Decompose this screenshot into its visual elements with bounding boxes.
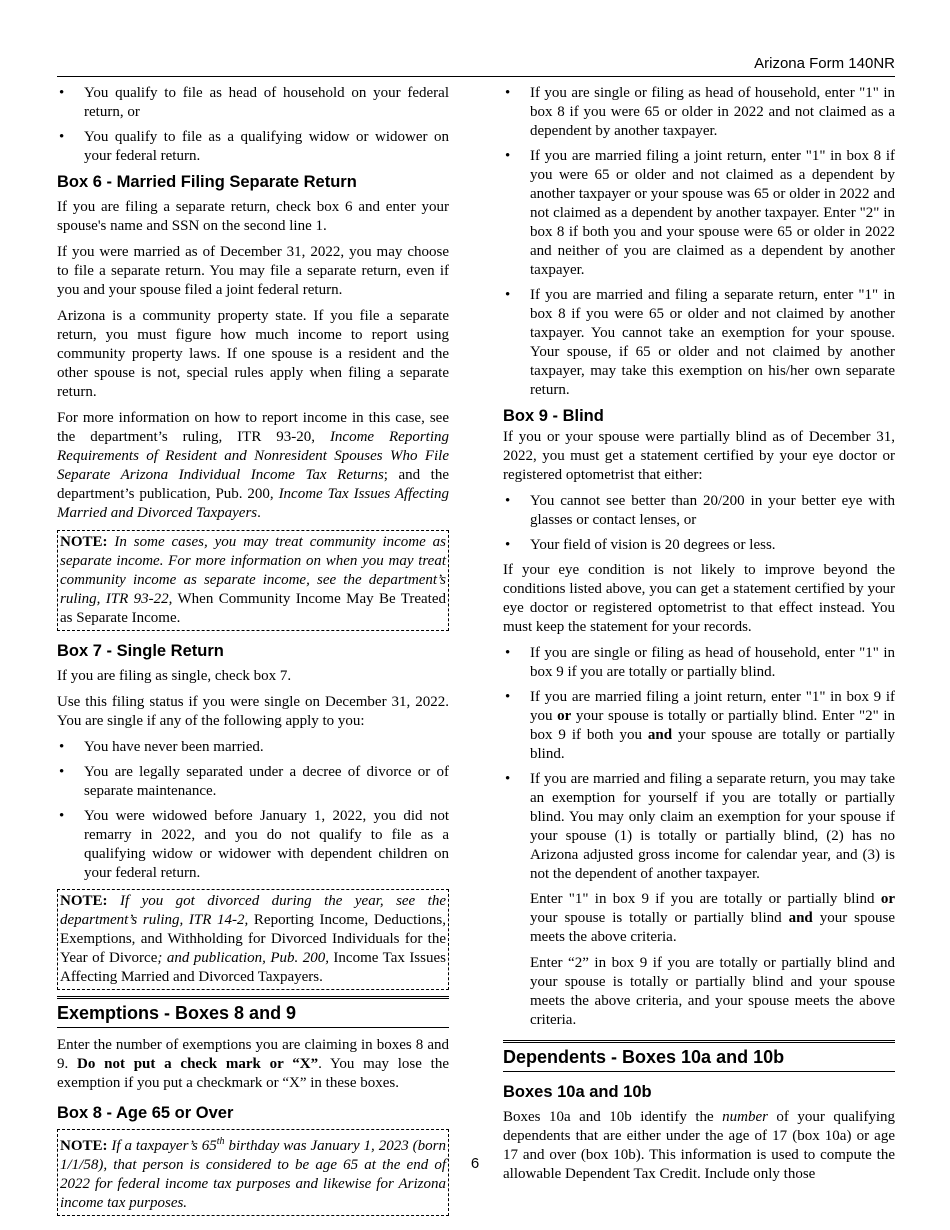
list-item: • If you are single or filing as head of household, enter "1" in box 9 if you are totally or partially blind.: [503, 644, 895, 682]
paragraph: Arizona is a community property state. If you file a separate return, you must figure how much income to report using community property laws. If one spouse is a resident and the other spouse is not, special rules apply when filing a separate return.: [57, 308, 449, 400]
form-title: Arizona Form 140NR: [754, 55, 895, 72]
dependents-section-heading: Dependents - Boxes 10a and 10b: [503, 1040, 895, 1072]
box6-heading: Box 6 - Married Filing Separate Return: [57, 173, 357, 191]
page-number: 6: [470, 1155, 480, 1172]
paragraph: Enter “2” in box 9 if you are totally or partially blind and your spouse is totally or partially blind and your spouse meets the above criteria, and your spouse meets the above criteria.: [530, 955, 895, 1028]
single-criteria-list: [57, 738, 449, 883]
list-item: • If you are married and filing a separate return, you may take an exemption for yourself if you are totally or partially blind. You may only claim an exemption for your spouse if your spouse (1) is totally or partially blind, (2) has no Arizona adjusted gross income for calendar year, and (3) is not the dependent of another taxpayer.: [503, 770, 895, 884]
paragraph: Enter the number of exemptions you are claiming in boxes 8 and 9. Do not put a check mark or “X”. You may lose the exemption if you put a checkmark or “X” in these boxes.: [57, 1037, 449, 1091]
paragraph: If you are filing a separate return, check box 6 and enter your spouse's name and SSN on the second line 1.: [57, 199, 449, 234]
list-item: • You qualify to file as head of household on your federal return, or: [57, 84, 449, 122]
list-item: • If you are married filing a joint return, enter "1" in box 9 if you or your spouse is totally or partially blind. Enter "2" in box 9 if both you and your spouse are totally or partially blind.: [503, 688, 895, 764]
box9-bullet-list: [503, 644, 895, 884]
paragraph: If you were married as of December 31, 2022, you may choose to file a separate return. You may file a separate return, even if you and your spouse filed a joint federal return.: [57, 244, 449, 298]
list-item: • You qualify to file as a qualifying widow or widower on your federal return.: [57, 128, 449, 166]
list-item: • If you are single or filing as head of household, enter "1" in box 8 if you were 65 or older in 2022 and not claimed as a dependent by another taxpayer.: [503, 84, 895, 141]
list-item: • You were widowed before January 1, 2022, you did not remarry in 2022, and you do not qualify to file as a qualifying widow or widower with dependent children on your federal return.: [57, 807, 449, 883]
paragraph: If you or your spouse were partially blind as of December 31, 2022, you must get a statement certified by your eye doctor or registered optometrist that either:: [503, 429, 895, 483]
paragraph: Boxes 10a and 10b identify the number of your qualifying dependents that are either under the age of 17 (box 10a) or age 17 and over (box 10b). This information is used to compute the allowable Dependent Tax Credit. Include only those: [503, 1109, 895, 1182]
paragraph: Enter "1" in box 9 if you are totally or partially blind or your spouse is totally or partially blind and your spouse meets the above criteria.: [530, 891, 895, 945]
right-column: [503, 84, 895, 1191]
note-box: NOTE: If you got divorced during the year, see the department’s ruling, ITR 14-2, Reporting Income, Deductions, Exemptions, and Withholding for Divorced Individuals for the Year of Divorce; and publication, Pub. 200, Income Tax Issues Affecting Married and Divorced Taxpayers.: [57, 889, 449, 990]
left-column: [57, 84, 449, 1222]
intro-bullet-list: [57, 84, 449, 166]
list-item: • Your field of vision is 20 degrees or less.: [503, 536, 895, 555]
exemptions-section-heading: Exemptions - Boxes 8 and 9: [57, 996, 449, 1028]
box7-heading: Box 7 - Single Return: [57, 642, 224, 660]
list-item: • You are legally separated under a decree of divorce or of separate maintenance.: [57, 763, 449, 801]
list-item: • You cannot see better than 20/200 in your better eye with glasses or contact lenses, or: [503, 492, 895, 530]
paragraph: If your eye condition is not likely to improve beyond the conditions listed above, you can get a statement certified by your eye doctor or registered optometrist to that effect instead. You must keep the statement for your records.: [503, 562, 895, 635]
paragraph: For more information on how to report income in this case, see the department’s ruling, ITR 93-20, Income Reporting Requirements of Resident and Nonresident Spouses Who File Separate Arizona Individual Income Tax Returns; and the department’s publication, Pub. 200, Income Tax Issues Affecting Married and Divorced Taxpayers.: [57, 410, 450, 521]
blind-criteria-list: [503, 492, 895, 555]
list-item: • If you are married filing a joint return, enter "1" in box 8 if you were 65 or older and not claimed as a dependent by another taxpayer or your spouse was 65 or older in 2022 and not claimed as a dependent by another taxpayer. Enter "2" in box 8 if both you and your spouse were 65 or older in 2022 and neither of you are claimed as a dependent by another taxpayer.: [503, 147, 895, 280]
list-item: • You have never been married.: [57, 738, 449, 757]
list-item: • If you are married and filing a separate return, enter "1" in box 8 if you were 65 or older and not claimed by another taxpayer. You cannot take an exemption for your spouse. Your spouse, if 65 or older and not claimed by another taxpayer, may take this exemption on his/her own separate return.: [503, 286, 895, 400]
box8-heading: Box 8 - Age 65 or Over: [57, 1104, 234, 1122]
box9-heading: Box 9 - Blind: [503, 407, 604, 425]
boxes-10a-10b-heading: Boxes 10a and 10b: [503, 1083, 652, 1101]
box8-bullet-list: [503, 84, 895, 400]
header-divider: [57, 76, 895, 77]
paragraph: Use this filing status if you were single on December 31, 2022. You are single if any of the following apply to you:: [57, 694, 449, 729]
paragraph: If you are filing as single, check box 7.: [57, 668, 292, 684]
note-box: NOTE: If a taxpayer’s 65th birthday was January 1, 2023 (born 1/1/58), that person is considered to be age 65 at the end of 2022 for federal income tax purposes and likewise for Arizona income tax purposes.: [57, 1129, 449, 1216]
note-box: NOTE: In some cases, you may treat community income as separate income. For more information on when you may treat community income as separate income, see the department’s ruling, ITR 93-22, When Community Income May Be Treated as Separate Income.: [57, 530, 449, 631]
